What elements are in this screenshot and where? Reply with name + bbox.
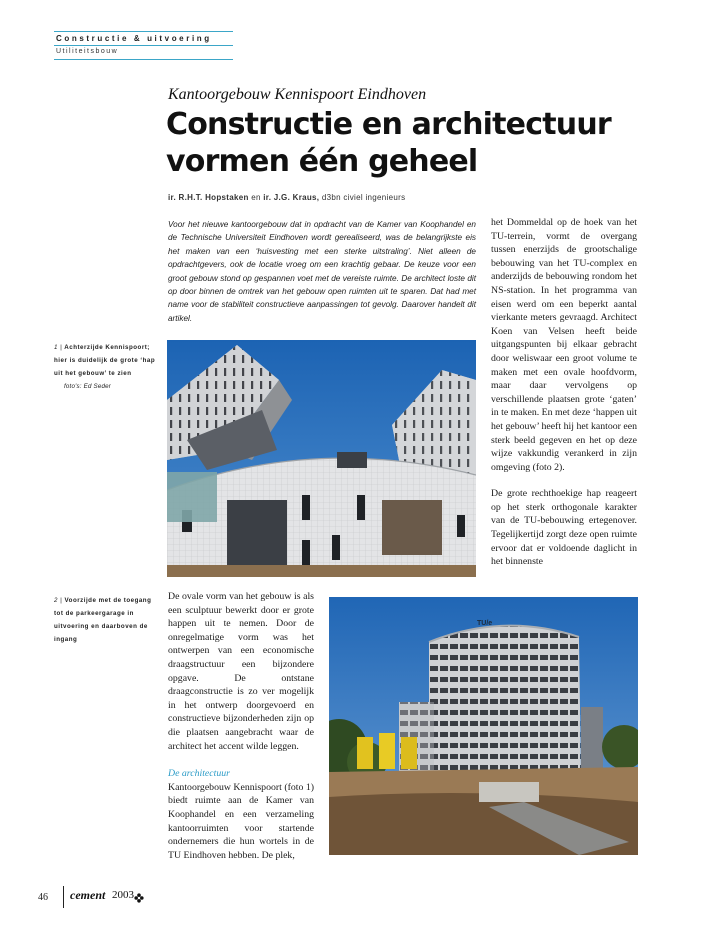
section-subheading: De architectuur: [168, 768, 230, 780]
magazine-year: 2003: [112, 889, 134, 901]
building-back-illustration: [167, 340, 476, 577]
section-title: Constructie & uitvoering: [56, 34, 212, 43]
body-paragraph: De ovale vorm van het gebouw is als een sculptuur bewerkt door er grote happen uit te nemen. Door de onregelmatige vorm was het ontwerpen van een economische draagstructuur een bijzondere opgave. De ontstane draagconstructie is zo ver mogelijk in het ontwerp doorgevoerd en constructieve bijzonderheden zijn op die plaatsen aangebracht waar de architect het accent wilde leggen.: [168, 591, 314, 752]
caption-text: Voorzijde met de toegang tot de parkeergarage in uitvoering en daarboven de ingang: [54, 597, 152, 643]
author-2: ir. J.G. Kraus,: [263, 193, 320, 202]
subsection-title: Utiliteitsbouw: [56, 48, 119, 55]
caption-number: 2 |: [54, 597, 63, 604]
photo-building-front: [329, 597, 638, 855]
body-paragraph: het Dommeldal op de hoek van het TU-terrein, vormt de overgang tussen enerzijds de grootschalige bebouwing van het TU-complex en anderzijds de bebouwing rondom het NS-station. In het programma van eisen werd om een beperkt aantal vierkante meters gevraagd. Architect Koen van Velsen heeft beide uitgangspunten bij elkaar gebracht door weliswaar een groot volume te maken met een ovale hoofdvorm, maar daar vervolgens op verschillende plaatsen grote ‘gaten’ in te maken. En met deze ‘happen uit het gebouw’ heeft hij het kantoor een sterk beeld gegeven en het op deze wijze vakkundig verankerd in zijn omgeving (foto 2).: [491, 217, 637, 473]
author-1: ir. R.H.T. Hopstaken: [168, 193, 249, 202]
body-column-left: [168, 590, 314, 862]
title-line-2: vormen één geheel: [166, 144, 478, 179]
header-rule-bottom: [54, 59, 233, 60]
article-kicker: Kantoorgebouw Kennispoort Eindhoven: [168, 86, 427, 103]
title-line-1: Constructie en architectuur: [166, 107, 611, 142]
article-title: [166, 106, 646, 180]
photo-sign-text: TU/e: [477, 620, 493, 627]
byline-firm: d3bn civiel ingenieurs: [321, 193, 406, 202]
article-intro: Voor het nieuwe kantoorgebouw dat in opdracht van de Kamer van Koophandel en de Technische Universiteit Eindhoven wordt gerealiseerd, was de belangrijkste eis het maken van een ‘huisvesting met een sterke uitstraling’. Niet alleen de opdrachtgevers, ook de locatie vroeg om een krachtig gebaar. De keuze voor een groot gebouw stond op gespannen voet met de vereiste ruimte. De architect loste dit op door binnen de omtrek van het gebouw open ruimten uit te sparen. Dat had met name voor de stabiliteit constructieve aanpassingen tot gevolg. Daarover handelt dit artikel.: [168, 220, 476, 323]
header-rule-middle: [54, 45, 233, 46]
caption-number: 1 |: [54, 344, 63, 351]
photo-credit: foto's: Ed Seder: [64, 383, 112, 390]
building-front-illustration: [329, 597, 638, 855]
footer-divider: [63, 886, 64, 908]
page-number: 46: [38, 892, 48, 903]
photo-caption-2: [54, 594, 156, 646]
photo-caption-1: [54, 341, 156, 393]
caption-text: Achterzijde Kennispoort; hier is duidelijk de grote ‘hap uit het gebouw’ te zien: [54, 344, 156, 377]
body-column-right: [491, 216, 637, 569]
flower-logo-icon: [134, 890, 144, 908]
byline-and: en: [251, 193, 261, 202]
byline: [168, 193, 405, 202]
header-rule-top: [54, 31, 233, 32]
body-paragraph: Kantoorgebouw Kennispoort (foto 1) biedt ruimte aan de Kamer van Koophandel en een verzameling kantoorruimten voor startende ondernemers die hun wortels in de TU Eindhoven hebben. De plek,: [168, 781, 314, 861]
magazine-name: cement: [70, 888, 106, 902]
body-paragraph: De grote rechthoekige hap reageert op het sterk orthogonale karakter van de TU-bebouwing ertegenover. Tegelijkertijd zorgt deze open ruimte ervoor dat er voldoende daglicht in het binnenste: [491, 488, 637, 568]
photo-building-back: [167, 340, 476, 577]
